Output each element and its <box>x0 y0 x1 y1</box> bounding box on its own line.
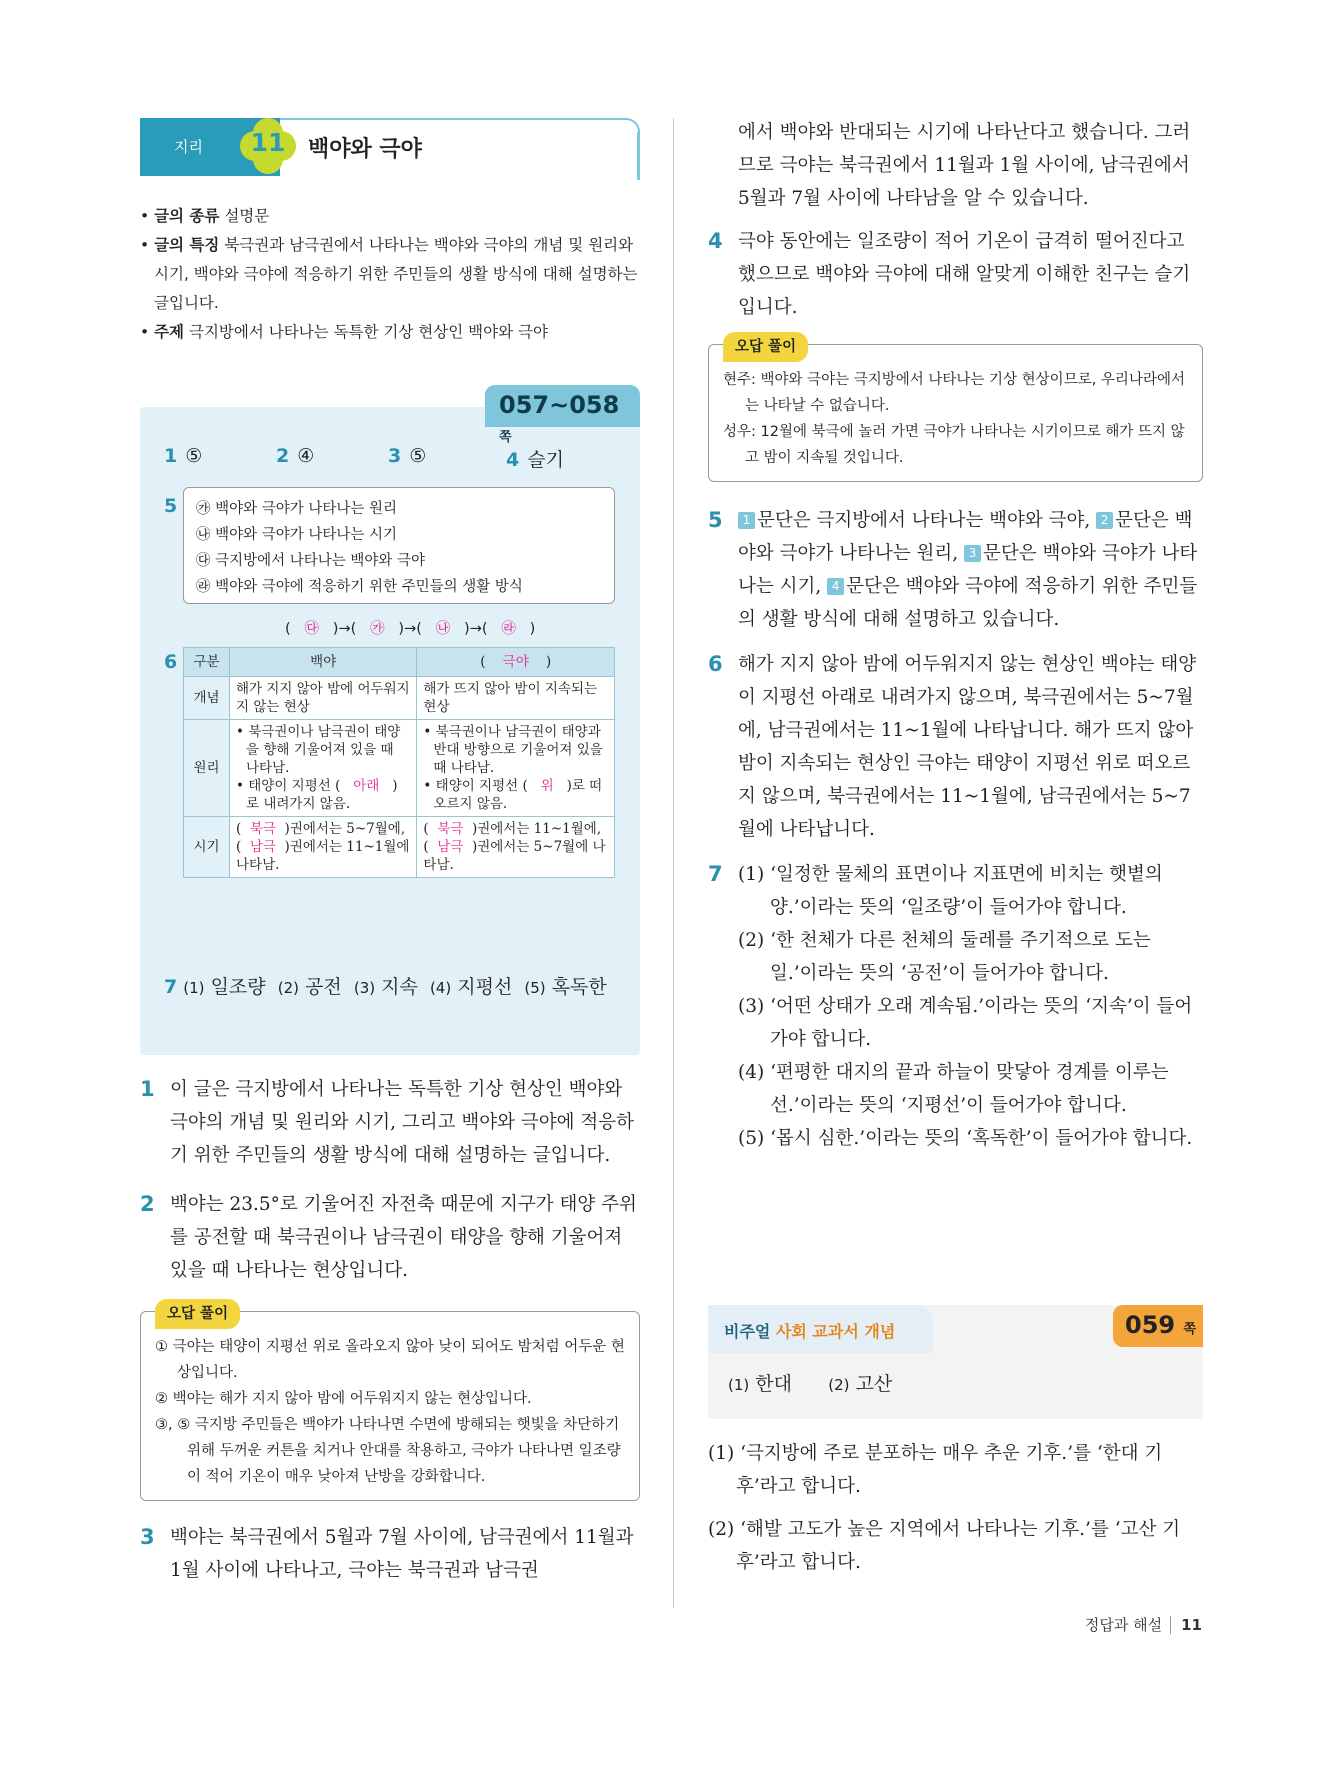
explanation-2: 2 백야는 23.5°로 기울어진 자전축 때문에 지구가 태양 주위를 공전할 때 북극권이나 남극권이 태양을 향해 기울어져 있을 때 나타나는 현상입니다. <box>140 1192 637 1281</box>
subject-tab: 지리 <box>140 118 280 176</box>
visual-explanations <box>708 1437 1203 1579</box>
visual-explanation-item: (2) ‘해발 고도가 높은 지역에서 나타나는 기후.’를 ‘고산 기후’라고 합니다. <box>708 1519 1181 1573</box>
question-6-number: 6 <box>164 651 178 673</box>
answer-1: 1 ⑤ <box>164 445 203 467</box>
table-cell: 해가 지지 않아 밤에 어두워지지 않는 현상 <box>230 677 417 720</box>
note-line: ① 극야는 태양이 지평선 위로 올라오지 않아 낮이 되어도 밤처럼 어두운 현상입니다. <box>155 1339 625 1381</box>
table-head: 구분 <box>184 648 230 677</box>
explanation-6: 6 해가 지지 않아 밤에 어두워지지 않는 현상인 백야는 태양이 지평선 아래로 내려가지 않으며, 북극권에서는 5~7월에, 남극권에서는 11~1월에 나타납니다. 해가 뜨지 않아 밤이 지속되는 현상인 극야는 태양이 지평선 위로 떠오르지 않으며, 북극권에서는 11~1월에, 남극권에서는 5~7월에 나타납니다. <box>708 652 1197 840</box>
wrong-answer-note-4 <box>708 339 1203 482</box>
explanation-7-item: (5) ‘몹시 심한.’이라는 뜻의 ‘혹독한’이 들어가야 합니다. <box>738 1128 1193 1149</box>
note-label: 오답 풀이 <box>723 332 808 362</box>
explanation-5: 5 1 문단은 극지방에서 나타나는 백야와 극야, 2 문단은 백야와 극야가 나타나는 원리, 3 문단은 백야와 극야가 나타나는 시기, 4 문단은 백야와 극야에 적응하기 위한 주민들의 생활 방식에 대해 설명하고 있습니다. <box>708 508 1198 630</box>
visual-answers: (1) 한대 (2) 고산 <box>728 1373 893 1395</box>
answer-2: 2 ④ <box>276 445 315 467</box>
info-type: • 글의 종류 설명문 <box>140 207 270 225</box>
explanation-7: 7 (1) ‘일정한 물체의 표면이나 지표면에 비치는 햇볕의 양.’이라는 뜻의 ‘일조량’이 들어가야 합니다. (2) ‘한 천체가 다른 천체의 둘레를 주기적으로 도는 일.’이라는 뜻의 ‘공전’이 들어가야 합니다. (3) ‘어떤 상태가 오래 계속됨.’이라는 뜻의 ‘지속’이 들어가야 합니다. (4) ‘편평한 대지의 끝과 하늘이 맞닿아 경계를 이루는 선.’이라는 뜻의 ‘지평선’이 들어가야 합니다. (5) ‘몹시 심한.’이라는 뜻의 ‘혹독한’이 들어가야 합니다. <box>708 858 1203 1155</box>
visual-explanation-item: (1) ‘극지방에 주로 분포하는 매우 추운 기후.’를 ‘한대 기후’라고 합니다. <box>708 1443 1163 1497</box>
lesson-title: 백야와 극야 <box>308 137 422 162</box>
q5-item: ㉱ 백야와 극야에 적응하기 위한 주민들의 생활 방식 <box>196 579 523 595</box>
right-column <box>708 116 1203 1579</box>
table-cell: ( 북극 )권에서는 11~1월에, ( 남극 )권에서는 5~7월에 나타남. <box>417 817 615 878</box>
page-footer: 정답과 해설 11 <box>1084 1616 1202 1634</box>
lesson-number: 11 <box>250 128 286 157</box>
explanation-7-item: (2) ‘한 천체가 다른 천체의 둘레를 주기적으로 도는 일.’이라는 뜻의 ‘공전’이 들어가야 합니다. <box>738 930 1151 984</box>
answer-6-table <box>183 647 615 878</box>
explanation-7-item: (4) ‘편평한 대지의 끝과 하늘이 맞닿아 경계를 이루는 선.’이라는 뜻의 ‘지평선’이 들어가야 합니다. <box>738 1062 1169 1116</box>
page-number: 11 <box>1170 1616 1202 1634</box>
explanation-3-continued: 에서 백야와 반대되는 시기에 나타난다고 했습니다. 그러므로 극야는 북극권에서 11월과 1월 사이에, 남극권에서 5월과 7월 사이에 나타남을 알 수 있습니다. <box>738 122 1191 209</box>
answer-4: 4 슬기 <box>506 449 564 471</box>
row-label: 원리 <box>184 720 230 817</box>
visual-tag: 비주얼 사회 교과서 개념 <box>708 1305 933 1353</box>
info-theme: • 주제 극지방에서 나타나는 독특한 기상 현상인 백야와 극야 <box>140 323 548 341</box>
note-line: 성우: 12월에 북극에 놀러 가면 극야가 나타나는 시기이므로 해가 뜨지 않고 밤이 지속될 것입니다. <box>723 424 1185 466</box>
table-head: ( 극야 ) <box>417 648 615 677</box>
answer-box <box>140 391 640 1055</box>
question-5-number: 5 <box>164 495 178 517</box>
lesson-header <box>140 118 640 180</box>
row-label: 개념 <box>184 677 230 720</box>
note-line: ③, ⑤ 극지방 주민들은 백야가 나타나면 수면에 방해되는 햇빛을 차단하기 위해 두꺼운 커튼을 치거나 안대를 착용하고, 극야가 나타나면 일조량이 적어 기온이 매우 낮아져 난방을 강화합니다. <box>155 1417 621 1485</box>
lesson-info <box>140 202 640 347</box>
column-divider <box>673 118 674 1608</box>
wrong-answer-note-2 <box>140 1306 640 1501</box>
row-label: 시기 <box>184 817 230 878</box>
q5-item: ㉰ 극지방에서 나타나는 백야와 극야 <box>196 553 426 569</box>
explanation-1: 1 이 글은 극지방에서 나타나는 독특한 기상 현상인 백야와 극야의 개념 및 원리와 시기, 그리고 백야와 극야에 적응하기 위한 주민들의 생활 방식에 대해 설명하는 글입니다. <box>140 1077 634 1166</box>
table-cell: • 북극권이나 남극권이 태양을 향해 기울어져 있을 때 나타남. • 태양이 지평선 ( 아래 )로 내려가지 않음. <box>230 720 417 817</box>
explanation-4: 4 극야 동안에는 일조량이 적어 기온이 급격히 떨어진다고 했으므로 백야와 극야에 대해 알맞게 이해한 친구는 슬기입니다. <box>708 229 1191 318</box>
answer-7: 7 (1) 일조량 (2) 공전 (3) 지속 (4) 지평선 (5) 혹독한 <box>164 976 607 998</box>
table-cell: • 북극권이나 남극권이 태양과 반대 방향으로 기울어져 있을 때 나타남. • 태양이 지평선 ( 위 )로 떠오르지 않음. <box>417 720 615 817</box>
info-feature: • 글의 특징 북극권과 남극권에서 나타나는 백야와 극야의 개념 및 원리와 시기, 백야와 극야에 적응하기 위한 주민들의 생활 방식에 대해 설명하는 글입니다. <box>140 236 638 312</box>
answer-3: 3 ⑤ <box>388 445 427 467</box>
answer-5-order: ( ㉰ )→( ㉮ )→( ㉯ )→( ㉱ ) <box>285 621 536 637</box>
visual-concept-box <box>708 1305 1203 1419</box>
note-line: 현주: 백야와 극야는 극지방에서 나타나는 기상 현상이므로, 우리나라에서는 나타날 수 없습니다. <box>723 372 1185 414</box>
visual-page-tag: 059 쪽 <box>1113 1305 1203 1347</box>
explanation-3: 3 백야는 북극권에서 5월과 7월 사이에, 남극권에서 11월과 1월 사이에 나타나고, 극야는 북극권과 남극권 <box>140 1525 634 1581</box>
answer-5-box <box>183 487 615 604</box>
table-cell: 해가 뜨지 않아 밤이 지속되는 현상 <box>417 677 615 720</box>
explanation-7-item: (3) ‘어떤 상태가 오래 계속됨.’이라는 뜻의 ‘지속’이 들어가야 합니다. <box>738 996 1193 1050</box>
left-column <box>140 118 640 1587</box>
table-cell: ( 북극 )권에서는 5~7월에, ( 남극 )권에서는 11~1월에 나타남. <box>230 817 417 878</box>
q5-item: ㉮ 백야와 극야가 나타나는 원리 <box>196 501 398 517</box>
note-line: ② 백야는 해가 지지 않아 밤에 어두워지지 않는 현상입니다. <box>155 1391 532 1407</box>
table-head: 백야 <box>230 648 417 677</box>
page-tag: 057~058 쪽 <box>485 385 640 427</box>
q5-item: ㉯ 백야와 극야가 나타나는 시기 <box>196 527 398 543</box>
explanation-7-item: (1) ‘일정한 물체의 표면이나 지표면에 비치는 햇볕의 양.’이라는 뜻의 ‘일조량’이 들어가야 합니다. <box>738 864 1163 918</box>
note-label: 오답 풀이 <box>155 1299 240 1329</box>
